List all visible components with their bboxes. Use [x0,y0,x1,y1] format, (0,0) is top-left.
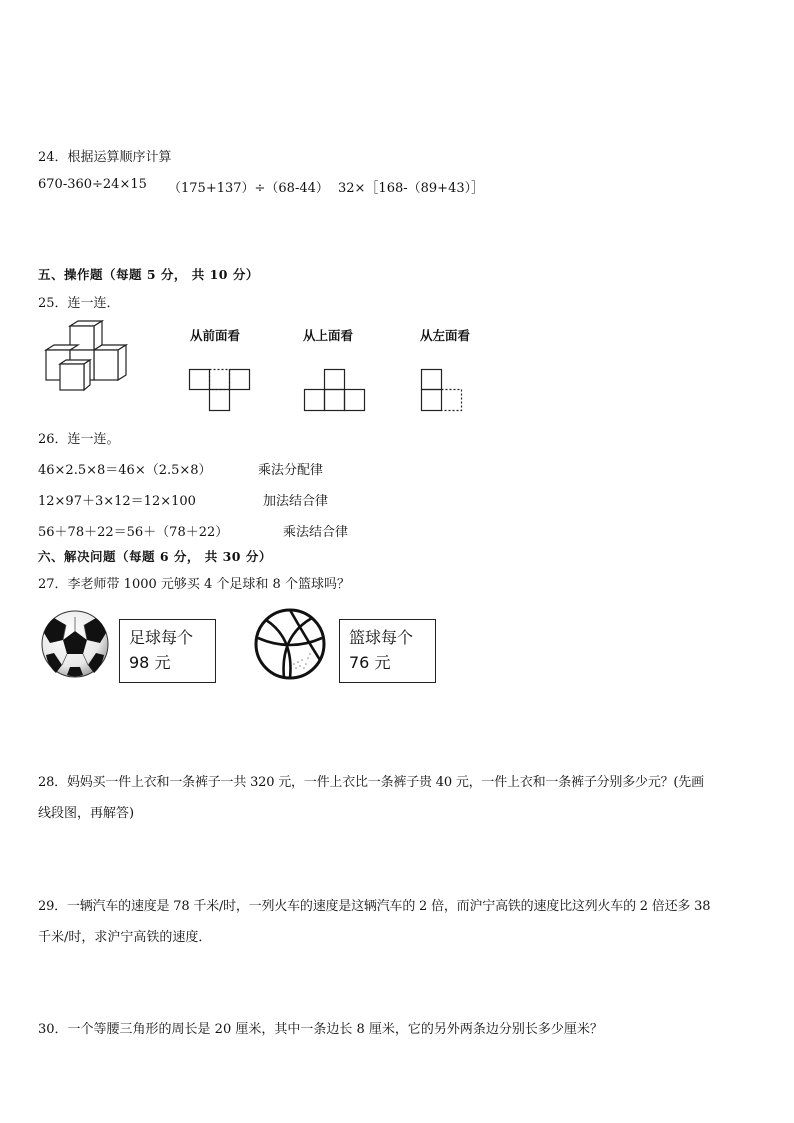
q26-left-1: 46×2.5×8＝46×（2.5×8） [38,463,212,478]
q26-title: 26．连一连。 [38,432,120,447]
view-shape-left [421,369,465,413]
view-label-top: 从上面看 [303,328,354,343]
q26-right-1: 乘法分配律 [258,463,324,478]
view-label-left: 从左面看 [420,328,471,343]
q26-right-2: 加法结合律 [263,494,329,509]
q26-left-3: 56＋78＋22＝56＋（78＋22） [38,525,229,540]
q24-expr-1: 670-360÷24×15 [38,177,147,192]
basketball-price-box [339,619,436,683]
q27-title: 27．李老师带 1000 元够买 4 个足球和 8 个篮球吗？ [38,577,350,592]
q29-line-1: 29．一辆汽车的速度是 78 千米/时，一列火车的速度是这辆汽车的 2 倍，而沪宁高铁的速度比这列火车的 2 倍还多 38 [38,899,711,914]
basketball-icon [254,608,326,680]
q24-expr-3: 32×［168-（89+43）］ [338,181,485,196]
basketball-price-value: 76 元 [349,653,391,672]
cube-figure [40,320,130,395]
football-price-value: 98 元 [129,653,171,672]
section-5-title: 五、操作题（每题 5 分， 共 10 分） [38,267,259,282]
q30-line-1: 30．一个等腰三角形的周长是 20 厘米，其中一条边长 8 厘米，它的另外两条边分别长多少厘米？ [38,1022,603,1037]
view-label-front: 从前面看 [190,328,241,343]
view-shape-front [189,369,251,413]
q28-line-2: 线段图，再解答) [38,806,135,821]
football-price-box [119,619,216,683]
view-shape-top [304,369,366,413]
football-price-label: 足球每个 [129,628,194,647]
basketball-price-label: 篮球每个 [349,628,414,647]
q26-left-2: 12×97＋3×12＝12×100 [38,494,196,509]
q26-right-3: 乘法结合律 [283,525,349,540]
q24-title: 24．根据运算顺序计算 [38,150,172,165]
q28-line-1: 28．妈妈买一件上衣和一条裤子一共 320 元，一件上衣比一条裤子贵 40 元，一件上衣和一条裤子分别多少元？(先画 [38,775,704,790]
section-6-title: 六、解决问题（每题 6 分， 共 30 分） [38,549,272,564]
football-icon [40,609,110,679]
q24-expr-2: （175+137）÷（68-44） [168,181,329,196]
q29-line-2: 千米/时，求沪宁高铁的速度． [38,930,212,945]
q25-title: 25．连一连． [38,296,120,311]
